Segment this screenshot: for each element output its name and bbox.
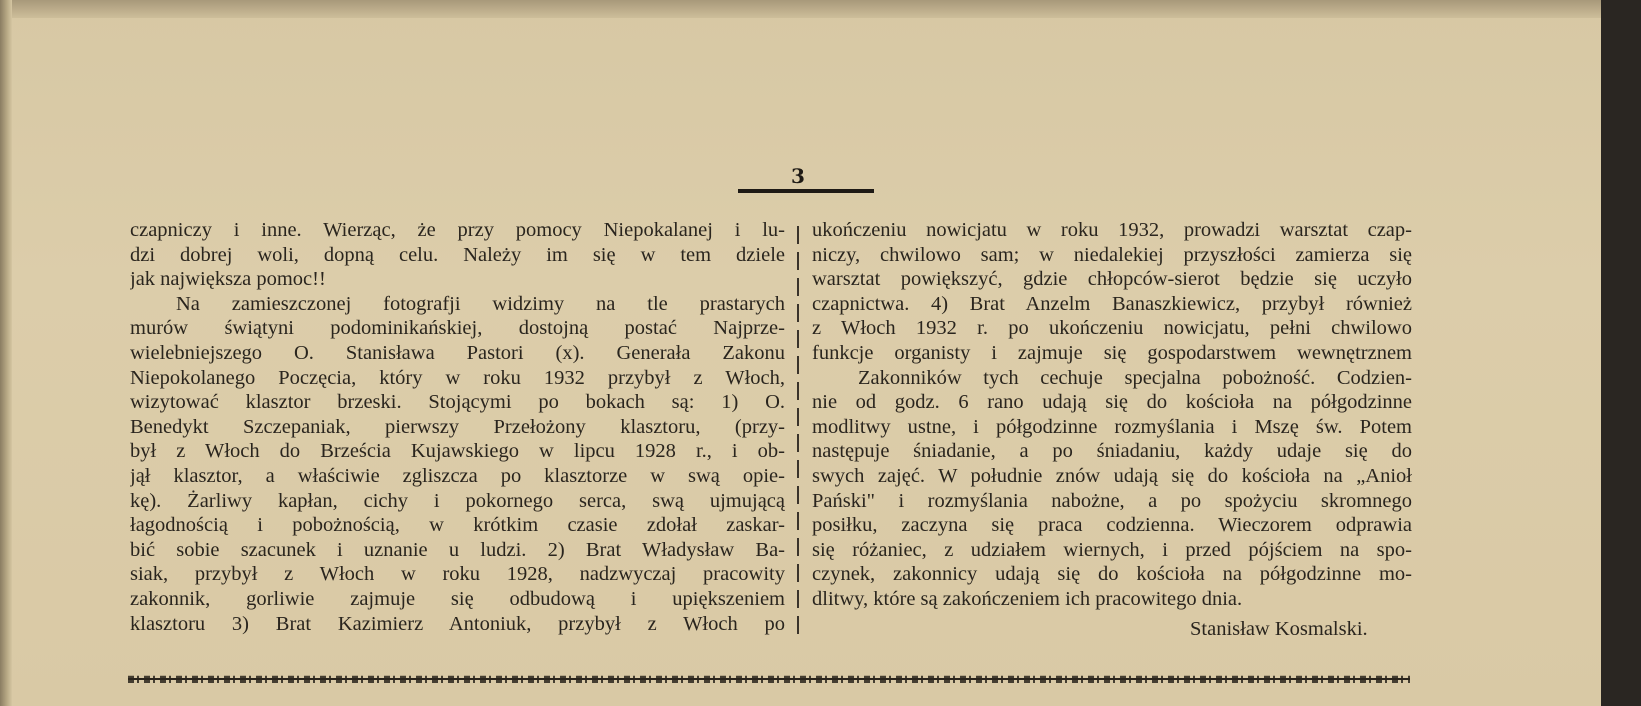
text-line: ukończeniu nowicjatu w roku 1932, prowadzi warsztat czap- — [812, 219, 1412, 241]
text-line: kę). Żarliwy kapłan, cichy i pokornego serca, swą ujmującą — [130, 489, 785, 512]
text-line: Zakonników tych cechuje specjalna pobożność. Codzien- — [858, 366, 1412, 389]
page-top-edge — [0, 0, 1641, 18]
text-line: łagodnością i pobożnością, w krótkim czasie zdołał zaskar- — [130, 514, 785, 537]
text-line: posiłku, zaczyna się praca codzienna. Wieczorem odprawia — [812, 514, 1412, 537]
text-line: murów świątyni podominikańskiej, dostojną postać Najprze- — [130, 317, 785, 340]
text-line: bić sobie szacunek i uznanie u ludzi. 2) Brat Władysław Ba- — [130, 538, 785, 561]
text-line: funkcje organisty i zajmuje się gospodarstwem wewnętrznem — [812, 341, 1412, 364]
text-line: się różaniec, z udziałem wiernych, i przed pójściem na spo- — [812, 538, 1412, 561]
text-line: klasztoru 3) Brat Kazimierz Antoniuk, przybył z Włoch po — [130, 612, 785, 635]
text-line: jak największa pomoc!! — [130, 268, 326, 291]
page-number-rule — [738, 189, 874, 193]
text-line: niczy, chwilowo sam; w niedalekiej przyszłości zamierza się — [812, 243, 1412, 266]
text-line: wielebniejszego O. Stanisława Pastori (x). Generała Zakonu — [130, 341, 785, 364]
text-line: dzi dobrej woli, dopną celu. Należy im się w tem dziele — [130, 243, 785, 266]
text-line: swych zajęć. W południe znów udają się do kościoła na „Anioł — [812, 464, 1412, 487]
page-number: 3 — [791, 164, 805, 188]
right-text-column — [812, 218, 1412, 612]
left-text-column — [130, 218, 785, 636]
text-line: Niepokolanego Poczęcia, który w roku 1932 przybył z Włoch, — [130, 366, 785, 389]
text-line: czapniczy i inne. Wierząc, że przy pomocy Niepokalanej i lu- — [130, 219, 785, 241]
text-line: warsztat powiększyć, gdzie chłopców-sierot będzie się uczyło — [812, 268, 1412, 291]
author-signature: Stanisław Kosmalski. — [1190, 618, 1368, 640]
text-line: następuje śniadanie, a po śniadaniu, każdy udaje się do — [812, 440, 1412, 463]
scan-background-right — [1601, 0, 1641, 706]
text-line: nie od godz. 6 rano udają się do kościoła na półgodzinne — [812, 391, 1412, 414]
text-line: był z Włoch do Brześcia Kujawskiego w lipcu 1928 r., i ob- — [130, 440, 785, 463]
text-line: jął klasztor, a właściwie zgliszcza po klasztorze w swą opie- — [130, 464, 785, 487]
text-line: czynek, zakonnicy udają się do kościoła na półgodzinne mo- — [812, 563, 1412, 586]
column-divider — [797, 226, 799, 638]
text-line: dlitwy, które są zakończeniem ich pracowitego dnia. — [812, 587, 1243, 610]
text-line: z Włoch 1932 r. po ukończeniu nowicjatu, pełni chwilowo — [812, 317, 1412, 340]
text-line: Pański" i rozmyślania nabożne, a po spożyciu skromnego — [812, 489, 1412, 512]
ornamental-rule — [128, 671, 1410, 687]
text-line: Benedykt Szczepaniak, pierwszy Przełożony klasztoru, (przy- — [130, 415, 785, 438]
text-line: siak, przybył z Włoch w roku 1928, nadzwyczaj pracowity — [130, 563, 785, 586]
text-line: czapnictwa. 4) Brat Anzelm Banaszkiewicz, przybył również — [812, 292, 1412, 315]
text-line: wizytować klasztor brzeski. Stojącymi po bokach są: 1) O. — [130, 391, 785, 414]
text-line: modlitwy ustne, i półgodzinne rozmyślania i Mszę św. Potem — [812, 415, 1412, 438]
text-line: Na zamieszczonej fotografji widzimy na tle prastarych — [176, 292, 785, 315]
page-left-edge — [0, 0, 12, 706]
text-line: zakonnik, gorliwie zajmuje się odbudową i upiększeniem — [130, 587, 785, 610]
